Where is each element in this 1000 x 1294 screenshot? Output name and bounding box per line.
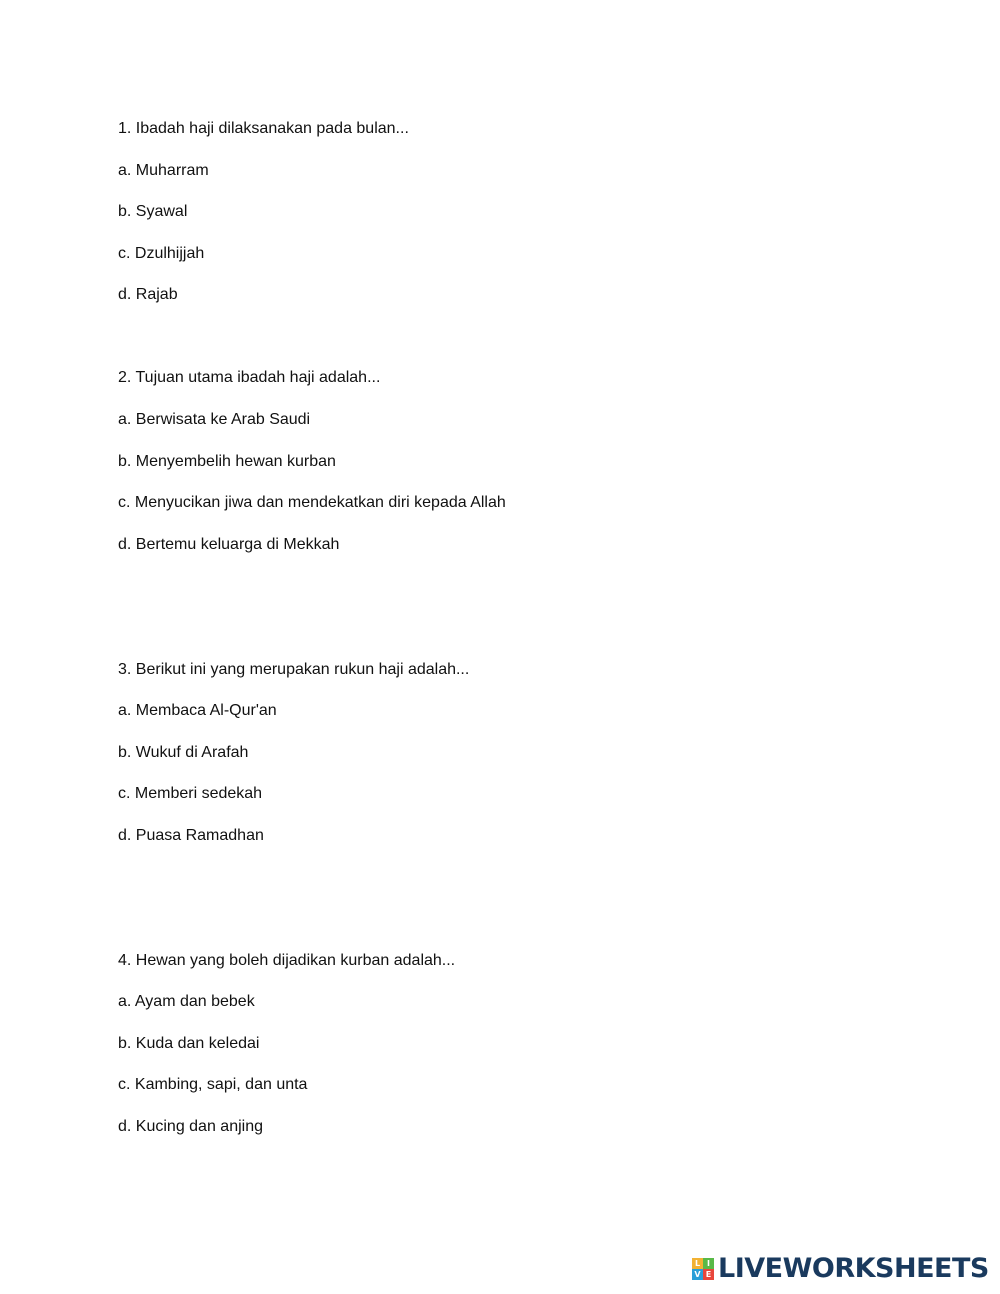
- question-4-option-a: a. Ayam dan bebek: [118, 993, 255, 1010]
- question-2-option-d: d. Bertemu keluarga di Mekkah: [118, 536, 340, 553]
- question-2-option-b: b. Menyembelih hewan kurban: [118, 453, 336, 470]
- question-3-option-d: d. Puasa Ramadhan: [118, 827, 264, 844]
- logo-letter-e: E: [703, 1269, 714, 1280]
- question-3-option-c: c. Memberi sedekah: [118, 785, 263, 802]
- question-1-option-c: c. Dzulhijjah: [118, 245, 205, 262]
- logo-mark-icon: [692, 1258, 714, 1280]
- question-4-option-c: c. Kambing, sapi, dan unta: [118, 1076, 308, 1093]
- question-3-option-a: a. Membaca Al-Qur'an: [118, 702, 277, 719]
- question-1-text: 1. Ibadah haji dilaksanakan pada bulan...: [118, 120, 409, 137]
- question-3-option-b: b. Wukuf di Arafah: [118, 744, 249, 761]
- question-3-text: 3. Berikut ini yang merupakan rukun haji adalah...: [118, 661, 470, 678]
- logo-wordmark: LIVEWORKSHEETS: [718, 1253, 989, 1284]
- question-1-option-b: b. Syawal: [118, 203, 188, 220]
- question-2-option-c: c. Menyucikan jiwa dan mendekatkan diri kepada Allah: [118, 494, 506, 511]
- question-1-option-a: a. Muharram: [118, 162, 209, 179]
- logo-letter-i: I: [703, 1258, 714, 1269]
- question-2-option-a: a. Berwisata ke Arab Saudi: [118, 411, 311, 428]
- logo-letter-l: L: [692, 1258, 703, 1269]
- question-4-option-d: d. Kucing dan anjing: [118, 1118, 263, 1135]
- question-4-option-b: b. Kuda dan keledai: [118, 1035, 260, 1052]
- question-2-text: 2. Tujuan utama ibadah haji adalah...: [118, 369, 381, 386]
- question-4-text: 4. Hewan yang boleh dijadikan kurban adalah...: [118, 952, 456, 969]
- liveworksheets-logo: [692, 1254, 989, 1284]
- logo-letter-v: V: [692, 1269, 703, 1280]
- question-1-option-d: d. Rajab: [118, 286, 178, 303]
